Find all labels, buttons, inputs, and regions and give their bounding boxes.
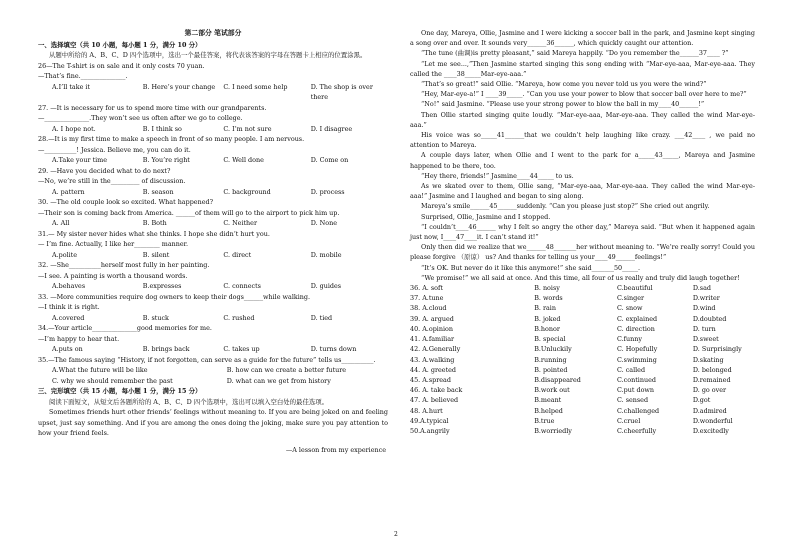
option: D.writer [692, 294, 720, 303]
option: 38. A.cloud [410, 304, 447, 313]
option: 48. A.hurt [410, 406, 443, 415]
question-item [38, 134, 388, 166]
question-stem: —__________! Jessica. Believe me, you can do it. [38, 145, 191, 154]
left-column [38, 28, 388, 455]
passage-paragraph: Then Ollie started singing quite loudly. “Mar-eye-aaa, Mar-eye-aaa. They called the wind Mar-eye-aaa.” [410, 110, 755, 129]
option: A.Take your time [52, 156, 108, 164]
question-stem: —I see. A painting is worth a thousand words. [38, 271, 188, 280]
passage-paragraph: “The tune (曲调)is pretty pleasant,” said Mareya happily. “Do you remember the______37____ ?” [421, 49, 729, 58]
option: B. how can we create a better future [226, 366, 347, 374]
option: D. The shop is over there [310, 82, 373, 101]
option-row [38, 187, 388, 198]
answer-options [410, 283, 755, 436]
option-row [38, 250, 388, 261]
question-item [38, 292, 388, 324]
option: B. joked [534, 314, 561, 323]
passage-paragraph: As we skated over to them, Ollie sang, “Mar-eye-aaa, Mar-eye-aaa. They called the wind Mar-eye-aaa!” Jasmine and I laughed and began to sing along. [410, 182, 755, 201]
option: B. brings back [142, 345, 190, 353]
option: D. guides [310, 282, 342, 290]
option: B. silent [142, 250, 170, 259]
question-stem: —No, we’re still in the_________ of discussion. [38, 177, 186, 185]
option: B. words [534, 294, 563, 303]
option: C. sensed [616, 396, 649, 405]
question-list [38, 61, 388, 387]
option: B. You’re right [142, 156, 190, 164]
option: C. Neither [223, 219, 258, 227]
passage-paragraph: Surprised, Ollie, Jasmine and I stopped. [421, 212, 551, 221]
option: D.sweet [692, 335, 719, 344]
passage-paragraphs [410, 28, 755, 283]
option: B.Unluckily [534, 345, 572, 354]
option: C.singer [616, 294, 645, 303]
passage-paragraph: “It’s OK. But never do it like this anymore!” she said_______50_____. [421, 263, 641, 272]
option: C.cheerfully [616, 426, 657, 435]
page-number: 2 [394, 531, 398, 538]
option: 46. A. take back [410, 386, 463, 395]
option: C.challenged [616, 406, 660, 415]
question-stem: —That’s fine.______________. [38, 72, 128, 80]
passage-paragraph: “Hey there, friends!” Jasmine____44_____ to us. [421, 171, 574, 180]
section1-heading: 一、选择填空（共 10 小题，每小题 1 分，满分 10 分） [38, 40, 202, 49]
passage-intro: Sometimes friends hurt other friends’ feelings without meaning to. If you are being joked on and feeling upset, just say something. And if you are among the ones doing the joking, make sure you pay attention to how your friend feels. [38, 408, 388, 437]
option-row [410, 375, 755, 385]
passage-paragraph: “I couldn’t____46______ why I felt so angry the other day,” Mareya said. “But when it happened again just now, I____47____it. I can’t stand it!” [410, 222, 755, 242]
option: D. mobile [310, 250, 342, 259]
option: D. turn [692, 324, 716, 333]
option: A. I hope not. [52, 124, 96, 133]
option: B.worriedly [534, 426, 572, 435]
question-item [38, 260, 388, 292]
question-stem: —Their son is coming back from America. ______of them will go to the airport to pick him up. [38, 208, 340, 217]
question-item [38, 323, 388, 355]
option-row [38, 281, 388, 292]
option: C.put down [616, 386, 655, 395]
option: D.doubted [692, 314, 727, 323]
option: 50.A.angrily [410, 426, 450, 435]
option: B. Both [142, 219, 167, 227]
section1-instructions: 从题中所给的 A、B、C、D 四个选项中，选出一个最佳答案，将代表该答案的字母在答题卡上相应的位置涂黑。 [49, 51, 367, 59]
option: D. Surprisingly [692, 345, 742, 354]
option: C. background [223, 187, 271, 196]
option: A.covered [52, 313, 85, 322]
option: B. Here’s your change [142, 82, 216, 91]
question-item [38, 166, 388, 198]
option: 45. A.spread [410, 375, 451, 384]
question-stem: — I’m fine. Actually, I like her________ manner. [38, 240, 189, 248]
question-item [38, 61, 388, 103]
option: C.cruel [616, 416, 641, 425]
option: A.I’ll take it [52, 82, 90, 91]
passage-paragraph: “No!” said Jasmine. “Please use your strong power to blow the ball in my____40______!” [421, 100, 705, 109]
option-row [410, 334, 755, 344]
option-row [410, 355, 755, 365]
option: B.honor [534, 324, 560, 333]
option: B. pointed [534, 365, 568, 374]
option: B. season [142, 187, 174, 196]
option-row [38, 155, 388, 166]
passage-paragraph: Mareya’s smile______45______suddenly. “Can you please just stop?” She cried out angrily. [421, 202, 710, 211]
option-row [410, 406, 755, 416]
option-row [410, 365, 755, 375]
option: C. called [616, 365, 646, 374]
option: C. explained [616, 314, 658, 323]
passage-paragraph: “Let me see...,”Then Jasmine started singing this song ending with “Mar-eye-aaa, Mar-eye-aaa. They called the ____38_____Mar-eye-aaa.” [410, 59, 755, 78]
question-stem: 35.—The famous saying “History, if not forgotten, can serve as a guide for the future” tells us__________. [38, 355, 376, 364]
passage-paragraph: A couple days later, when Ollie and I went to the park for a_____43_____, Mareya and Jasmine happened to be there, too. [410, 151, 755, 170]
option: B. I think so [142, 124, 182, 133]
part-title: 第二部分 笔试部分 [184, 29, 242, 37]
option: 43. A.walking [410, 355, 455, 364]
option: B. rain [534, 304, 556, 313]
option: 41. A.familiar [410, 335, 455, 344]
option: D. I disagree [310, 124, 353, 133]
passage-paragraph: His voice was so_____41______that we couldn’t help laughing like crazy. ___42____ , we paid no attention to Mareya. [410, 131, 755, 150]
question-stem: —I’m happy to hear that. [38, 334, 120, 343]
option: A. pattern [52, 187, 85, 196]
option-row [410, 324, 755, 334]
option-row [38, 82, 388, 103]
option: C. why we should remember the past [52, 376, 173, 385]
question-stem: —I think it is right. [38, 303, 100, 311]
option: B. special [534, 335, 566, 344]
option: A.What the future will be like [52, 366, 148, 374]
option: 36. A. soft [410, 284, 443, 293]
option: C. I’m not sure [223, 124, 272, 133]
right-column [410, 28, 755, 436]
option: 44. A. greeted [410, 365, 457, 374]
option: C. rushed [223, 313, 255, 322]
option: D. belonged [692, 365, 732, 374]
option-row [38, 344, 388, 355]
option-row [38, 124, 388, 135]
option: B.work out [534, 386, 570, 395]
question-stem: —______________.They won’t see us often after we go to college. [38, 114, 243, 122]
option: D.remained [692, 375, 731, 384]
option: B. stuck [142, 313, 169, 322]
question-stem: 28.—It is my first time to make a speech in front of so many people. I am nervous. [38, 135, 305, 143]
question-stem: 31.— My sister never hides what she thinks. I hope she didn’t hurt you. [38, 229, 270, 238]
option: A.behaves [52, 282, 86, 290]
option: C. snow [616, 304, 643, 313]
option: D.wind [692, 304, 716, 313]
option: A.polite [52, 250, 78, 259]
option: B. noisy [534, 284, 560, 293]
option-row [410, 426, 755, 436]
passage-paragraph: Only then did we realize that we______48_______her without meaning to. “We’re really sorry! Could you please forgive （原谅） us? And thanks for telling us your____49______feelings!” [410, 243, 755, 262]
option: D. turns down [310, 345, 357, 353]
option-row [38, 313, 388, 324]
option: D.wonderful [692, 416, 733, 425]
question-stem: 26—The T-shirt is on sale and it only costs 70 yuan. [38, 61, 205, 70]
option: B.expresses [142, 282, 182, 290]
option: C. I need some help [223, 82, 288, 91]
question-stem: 30. —The old couple look so excited. What happened? [38, 198, 213, 206]
option: 49.A.typical [410, 416, 449, 425]
section2-instructions: 阅读下面短文，从短文后各题所给的 A、B、C、D 四个选项中，选出可以填入空白处的最佳选项。 [49, 397, 329, 406]
option: 37. A.tune [410, 294, 444, 303]
question-stem: 32. —She__________herself most fully in her painting. [38, 261, 210, 269]
option: D. tied [310, 313, 333, 322]
option: C. direct [223, 250, 252, 259]
option: C. Hopefully [616, 345, 658, 354]
question-stem: 27. —It is necessary for us to spend more time with our grandparents. [38, 103, 267, 112]
option: C. connects [223, 282, 261, 290]
option: C. takes up [223, 345, 260, 353]
option-row [410, 395, 755, 405]
option: D.excitedly [692, 426, 729, 435]
question-stem: 29. —Have you decided what to do next? [38, 166, 171, 175]
section2-heading: 三、完形填空（共 15 小题，每小题 1 分，满分 15 分） [38, 387, 202, 395]
option-row [410, 303, 755, 313]
passage-source: —A lesson from my experience [285, 445, 386, 454]
option-row [38, 218, 388, 229]
passage-paragraph: One day, Mareya, Ollie, Jasmine and I were kicking a soccer ball in the park, and Jasmine kept singing a song over and over. It sounds very______36______, which quickly caught our attention. [410, 29, 755, 48]
question-stem: 33. —More communities require dog owners to keep their dogs______while walking. [38, 292, 311, 301]
option: C.continued [616, 375, 656, 384]
option: B.true [534, 416, 555, 425]
passage-paragraph: “That’s so great!” said Ollie. “Mareya, how come you never told us you were the wind?” [421, 80, 707, 89]
option-row [410, 344, 755, 354]
question-item [38, 197, 388, 229]
question-item [38, 103, 388, 135]
option: D.skating [692, 355, 724, 364]
option: B.disappeared [534, 375, 581, 384]
option-row [410, 293, 755, 303]
question-item [38, 229, 388, 261]
option: 47. A. believed [410, 396, 459, 405]
option: A.puts on [52, 345, 83, 353]
passage-paragraph: “We promise!” we all said at once. And this time, all four of us really and truly did laugh together! [421, 273, 740, 282]
option-row [410, 283, 755, 293]
option: D. Come on [310, 156, 349, 164]
option: 42. A.Generally [410, 345, 461, 354]
option: 39. A. argued [410, 314, 454, 323]
option-row [38, 365, 388, 386]
option-row [410, 416, 755, 426]
option: C. Well done [223, 156, 264, 164]
option-row [410, 385, 755, 395]
option: D.got [692, 396, 711, 405]
option-row [410, 314, 755, 324]
question-stem: 34.—Your article______________good memories for me. [38, 324, 212, 332]
option: D. None [310, 219, 337, 227]
option: C. direction [616, 324, 655, 333]
option: C.beautiful [616, 284, 653, 293]
option: C.funny [616, 335, 643, 344]
option: A. All [52, 219, 70, 227]
passage-paragraph: “Hey, Mar-eye-a!” I ____39_____. “Can you use your power to blow that soccer ball over here to me?” [421, 90, 747, 99]
option: D.sad [692, 284, 711, 293]
option: D. process [310, 187, 345, 196]
option: D.admired [692, 406, 727, 415]
option: B.running [534, 355, 567, 364]
option: B.meant [534, 396, 562, 405]
option: B.helped [534, 406, 563, 415]
option: C.swimming [616, 355, 657, 364]
option: D. go over [692, 386, 727, 395]
option: 40. A.opinion [410, 324, 453, 333]
question-item [38, 355, 388, 387]
option: D. what can we get from history [226, 376, 331, 385]
